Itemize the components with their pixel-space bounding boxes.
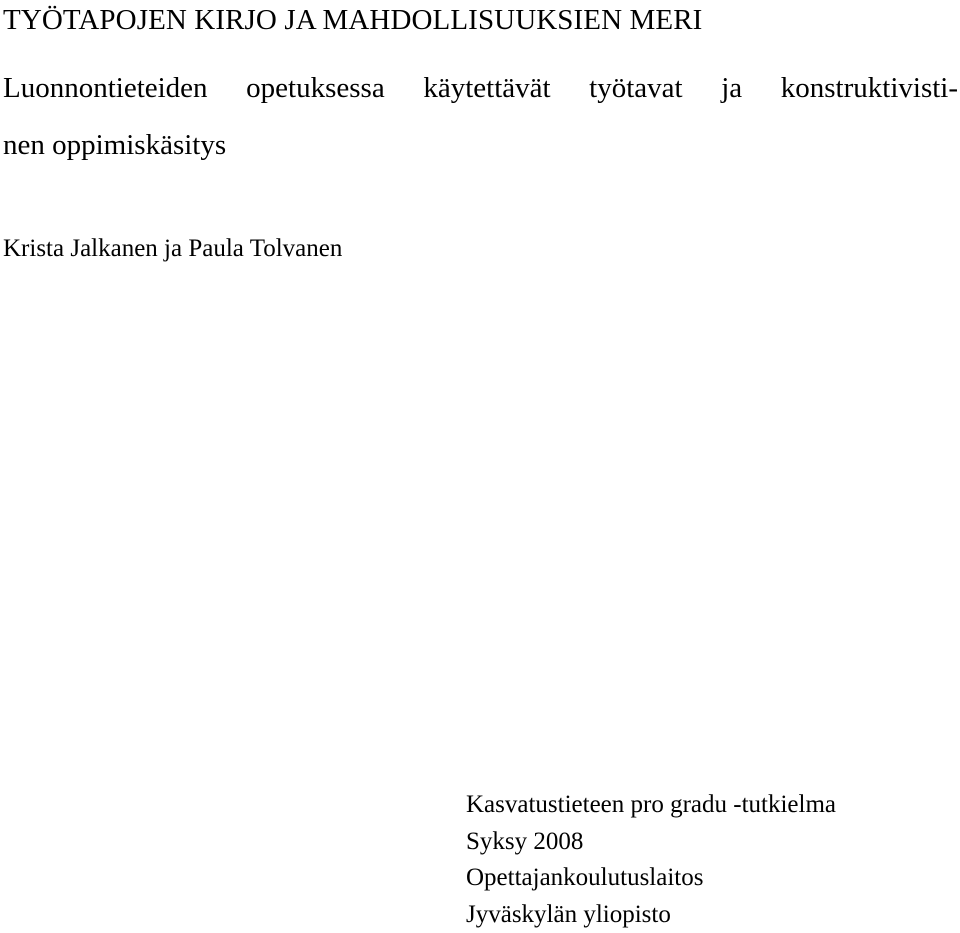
thesis-subtitle bbox=[3, 60, 958, 174]
thesis-term: Syksy 2008 bbox=[466, 824, 836, 861]
subtitle-line-2: nen oppimiskäsitys bbox=[3, 117, 958, 174]
department: Opettajankoulutuslaitos bbox=[466, 860, 836, 897]
thesis-meta-block bbox=[466, 787, 836, 933]
authors: Krista Jalkanen ja Paula Tolvanen bbox=[3, 229, 342, 269]
university: Jyväskylän yliopisto bbox=[466, 897, 836, 933]
thesis-title: TYÖTAPOJEN KIRJO JA MAHDOLLISUUKSIEN MERI bbox=[3, 0, 702, 40]
subtitle-line-1: Luonnontieteiden opetuksessa käytettävät työtavat ja konstruktivisti- bbox=[3, 60, 958, 117]
thesis-type: Kasvatustieteen pro gradu -tutkielma bbox=[466, 787, 836, 824]
